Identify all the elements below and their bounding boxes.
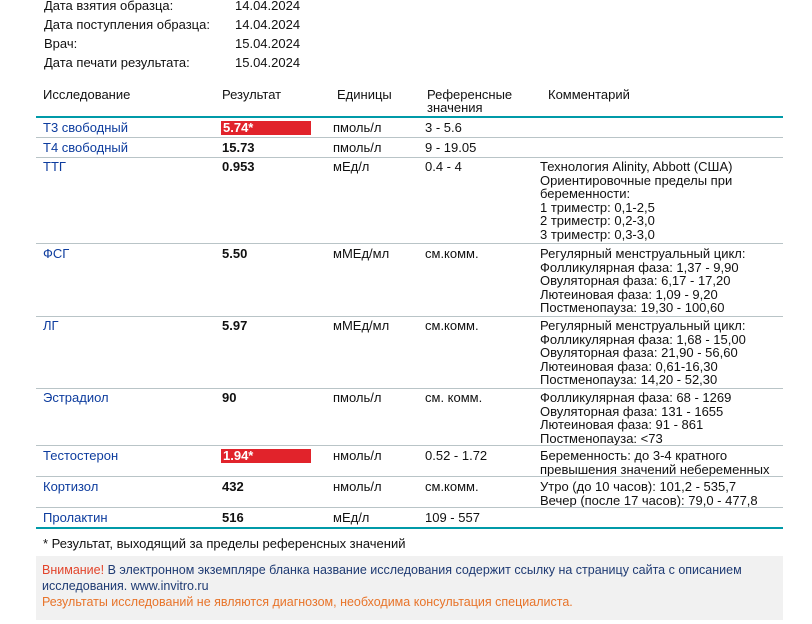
row-divider — [36, 243, 783, 244]
reference-range: см.комм. — [425, 318, 479, 333]
result-value: 5.97 — [222, 318, 248, 333]
reference-range: см. комм. — [425, 390, 483, 405]
units: мЕд/л — [333, 510, 370, 525]
comment — [540, 480, 785, 507]
table-divider — [36, 116, 783, 118]
notice-text: В электронном экземпляре бланка название исследования содержит ссылку на страницу сайта с описанием исследования. www.invitro.ru — [42, 563, 742, 593]
comment-line: 1 триместр: 0,1-2,5 — [540, 199, 655, 215]
comment-line: 3 триместр: 0,3-3,0 — [540, 226, 655, 242]
header-reference — [427, 88, 512, 114]
comment-line: Фолликулярная фаза: 1,68 - 15,00 — [540, 331, 746, 347]
meta-label: Дата печати результата: — [44, 55, 190, 70]
reference-range: 0.4 - 4 — [425, 159, 462, 174]
meta-value: 15.04.2024 — [235, 36, 301, 51]
comment-line: Овуляторная фаза: 131 - 1655 — [540, 403, 724, 419]
row-divider — [36, 476, 783, 477]
comment-line: беременности: — [540, 186, 631, 201]
comment-line: Вечер (после 17 часов): 79,0 - 477,8 — [540, 492, 758, 508]
units: мЕд/л — [333, 159, 370, 174]
comment — [540, 319, 785, 387]
comment — [540, 160, 785, 241]
comment-line: Овуляторная фаза: 6,17 - 17,20 — [540, 273, 731, 288]
result-value: 0.953 — [222, 159, 255, 174]
units: пмоль/л — [333, 140, 382, 155]
row-divider — [36, 157, 783, 158]
meta-label: Врач: — [44, 36, 78, 51]
result-value: 432 — [222, 479, 244, 494]
comment-line: Лютеиновая фаза: 0,61-16,30 — [540, 358, 718, 374]
reference-range: 0.52 - 1.72 — [425, 448, 488, 463]
meta-value: 14.04.2024 — [235, 0, 301, 13]
comment-line: Постменопауза: 19,30 - 100,60 — [540, 300, 725, 315]
comment — [540, 449, 785, 476]
header-reference-line1: Референсные — [427, 87, 513, 102]
notice-warning: Внимание! — [42, 563, 105, 577]
footnote: * Результат, выходящий за пределы референсных значений — [43, 536, 406, 551]
comment-line: Ориентировочные пределы при — [540, 172, 733, 188]
comment-line: Регулярный менструальный цикл: — [540, 318, 746, 333]
header-comment: Комментарий — [548, 87, 630, 102]
result-value: 90 — [222, 390, 237, 405]
result-value: 516 — [222, 510, 244, 525]
comment-line: Фолликулярная фаза: 68 - 1269 — [540, 390, 732, 405]
comment-line: Постменопауза: 14,20 - 52,30 — [540, 372, 718, 387]
comment-line: Регулярный менструальный цикл: — [540, 246, 746, 261]
header-result: Результат — [222, 87, 282, 102]
test-name-link[interactable]: Кортизол — [43, 479, 99, 494]
comment-line: Беременность: до 3-4 кратного — [540, 448, 728, 463]
units: пмоль/л — [333, 120, 382, 135]
result-value-flagged: 1.94* — [221, 449, 311, 463]
comment-line: Постменопауза: <73 — [540, 430, 663, 446]
reference-range: см.комм. — [425, 246, 479, 261]
meta-label: Дата поступления образца: — [44, 17, 210, 32]
comment-line: Фолликулярная фаза: 1,37 - 9,90 — [540, 259, 739, 275]
result-value: 15.73 — [222, 140, 255, 155]
reference-range: см.комм. — [425, 479, 479, 494]
test-name-link[interactable]: ТТГ — [43, 159, 66, 174]
reference-range: 109 - 557 — [425, 510, 480, 525]
header-units: Единицы — [337, 87, 392, 102]
header-reference-line2: значения — [427, 100, 483, 115]
test-name-link[interactable]: Т3 свободный — [43, 120, 129, 135]
test-name-link[interactable]: Т4 свободный — [43, 140, 129, 155]
units: нмоль/л — [333, 479, 382, 494]
test-name-link[interactable]: Эстрадиол — [43, 390, 109, 405]
comment-line: 2 триместр: 0,2-3,0 — [540, 213, 655, 228]
comment-line: Технология Alinity, Abbott (США) — [540, 159, 733, 174]
test-name-link[interactable]: ЛГ — [43, 318, 59, 333]
comment-line: Лютеиновая фаза: 91 - 861 — [540, 417, 704, 432]
test-name-link[interactable]: Тестостерон — [43, 448, 119, 463]
row-divider — [36, 507, 783, 508]
reference-range: 3 - 5.6 — [425, 120, 462, 135]
comment-line: Овуляторная фаза: 21,90 - 56,60 — [540, 345, 738, 360]
result-value-flagged: 5.74* — [221, 121, 311, 135]
units: пмоль/л — [333, 390, 382, 405]
comment-line: Лютеиновая фаза: 1,09 - 9,20 — [540, 286, 718, 302]
comment — [540, 391, 785, 445]
reference-range: 9 - 19.05 — [425, 140, 477, 155]
row-divider — [36, 445, 783, 446]
meta-label: Дата взятия образца: — [44, 0, 174, 13]
notice-disclaimer: Результаты исследований не являются диагнозом, необходима консультация специалиста. — [42, 595, 573, 609]
notice-box — [36, 556, 783, 620]
units: нмоль/л — [333, 448, 382, 463]
table-bottom-divider — [36, 527, 783, 529]
comment-line: Утро (до 10 часов): 101,2 - 535,7 — [540, 479, 737, 494]
test-name-link[interactable]: Пролактин — [43, 510, 108, 525]
comment — [540, 247, 785, 315]
header-test: Исследование — [43, 87, 131, 102]
meta-value: 14.04.2024 — [235, 17, 301, 32]
row-divider — [36, 388, 783, 389]
row-divider — [36, 137, 783, 138]
result-value: 5.50 — [222, 246, 248, 261]
units: мМЕд/мл — [333, 318, 390, 333]
comment-line: превышения значений небеременных — [540, 461, 770, 477]
units: мМЕд/мл — [333, 246, 390, 261]
meta-value: 15.04.2024 — [235, 55, 301, 70]
row-divider — [36, 316, 783, 317]
test-name-link[interactable]: ФСГ — [43, 246, 70, 261]
